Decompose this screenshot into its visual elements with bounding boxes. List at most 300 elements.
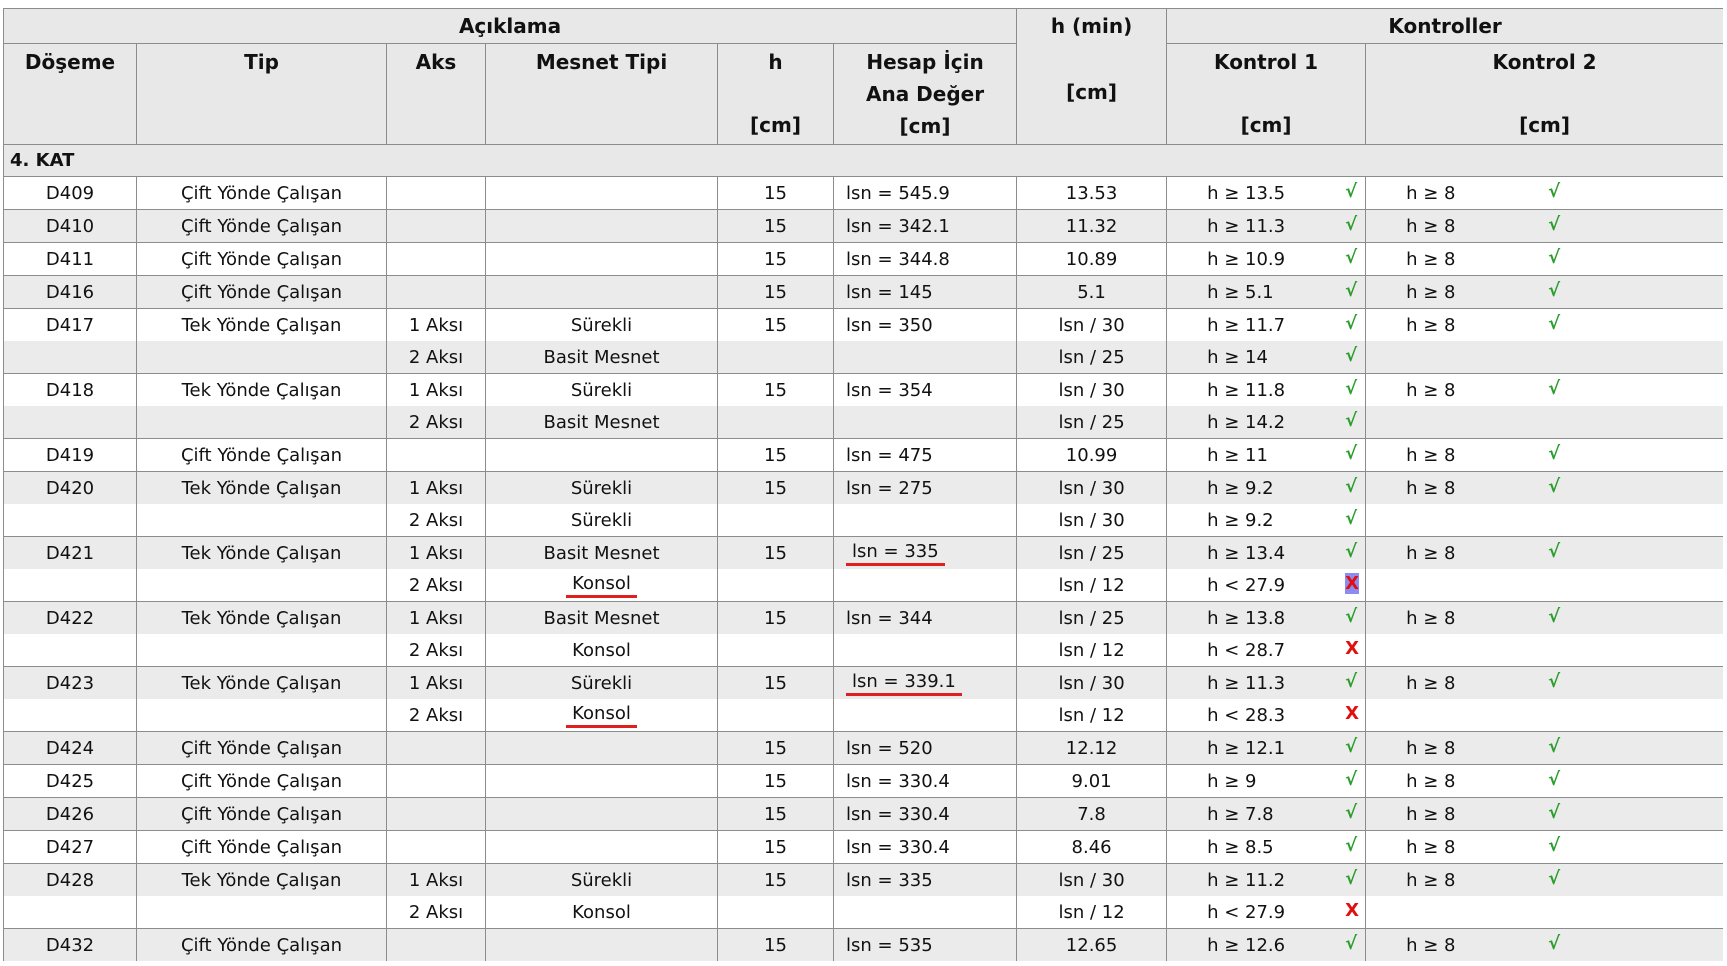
cell-aks <box>387 276 486 309</box>
aks-text: 2 Aksı <box>408 901 464 923</box>
cell-k2 <box>1366 504 1723 537</box>
cell-mesnet <box>486 864 718 897</box>
cell-doseme <box>4 504 137 537</box>
header-doseme <box>4 44 137 145</box>
header-doseme-label: Döşeme <box>24 50 116 74</box>
tip-text: Çift Yönde Çalışan <box>180 737 343 759</box>
cell-tip <box>137 732 387 765</box>
cell-hmin <box>1017 309 1167 342</box>
check-icon: √ <box>1548 933 1561 954</box>
cell-lsn <box>834 243 1017 276</box>
table-row <box>4 504 1724 537</box>
h-text: 15 <box>764 281 787 303</box>
cell-lsn <box>834 537 1017 570</box>
lsn-text: lsn = 535 <box>846 934 933 956</box>
header-kontrol1-unit: [cm] <box>1240 113 1292 137</box>
k2-text: h ≥ 8 <box>1406 444 1456 466</box>
cell-mesnet <box>486 210 718 243</box>
cell-h <box>718 929 834 962</box>
cell-lsn <box>834 309 1017 342</box>
table-row <box>4 276 1724 309</box>
k1-text: h ≥ 9.2 <box>1207 509 1274 531</box>
hmin-text: lsn / 30 <box>1058 314 1125 336</box>
cell-mesnet <box>486 602 718 635</box>
table-row <box>4 472 1724 505</box>
cell-lsn <box>834 569 1017 602</box>
h-text: 15 <box>764 836 787 858</box>
doseme-text: D417 <box>45 314 95 336</box>
lsn-text: lsn = 354 <box>846 379 933 401</box>
k1-text: h < 28.3 <box>1207 704 1286 726</box>
lsn-text: lsn = 275 <box>846 477 933 499</box>
cell-doseme <box>4 864 137 897</box>
k1-text: h ≥ 13.4 <box>1207 542 1286 564</box>
cell-hmin <box>1017 602 1167 635</box>
lsn-text: lsn = 344 <box>846 607 933 629</box>
hmin-text: lsn / 25 <box>1058 542 1125 564</box>
cell-k2 <box>1366 667 1723 700</box>
header-aks-label: Aks <box>415 50 457 74</box>
check-icon: √ <box>1548 378 1561 399</box>
cell-aks <box>387 896 486 929</box>
cell-k2 <box>1366 472 1723 505</box>
check-icon: √ <box>1345 247 1358 268</box>
cell-tip <box>137 406 387 439</box>
hmin-text: lsn / 30 <box>1058 672 1125 694</box>
header-h-label: h <box>768 50 783 74</box>
cell-k1 <box>1167 831 1366 864</box>
mesnet-text: Sürekli <box>570 869 633 891</box>
tip-text: Çift Yönde Çalışan <box>180 248 343 270</box>
cross-icon: X <box>1345 638 1359 659</box>
hmin-text: lsn / 30 <box>1058 509 1125 531</box>
cell-h <box>718 765 834 798</box>
cell-h <box>718 602 834 635</box>
k1-text: h ≥ 12.6 <box>1207 934 1286 956</box>
cell-lsn <box>834 798 1017 831</box>
h-text: 15 <box>764 215 787 237</box>
lsn-text: lsn = 520 <box>846 737 933 759</box>
cell-k1 <box>1167 537 1366 570</box>
column-header-row <box>4 44 1724 145</box>
check-icon: √ <box>1345 671 1358 692</box>
tip-text: Çift Yönde Çalışan <box>180 770 343 792</box>
cell-k2 <box>1366 537 1723 570</box>
header-aks <box>387 44 486 145</box>
doseme-text: D423 <box>45 672 95 694</box>
table-row <box>4 699 1724 732</box>
cell-tip <box>137 210 387 243</box>
hmin-text: 7.8 <box>1077 803 1106 825</box>
k1-text: h ≥ 11.8 <box>1207 379 1286 401</box>
mesnet-text: Basit Mesnet <box>543 411 660 433</box>
cell-h <box>718 406 834 439</box>
mesnet-text: Basit Mesnet <box>543 542 660 564</box>
cell-lsn <box>834 276 1017 309</box>
k2-text: h ≥ 8 <box>1406 607 1456 629</box>
cell-h <box>718 537 834 570</box>
tip-text: Çift Yönde Çalışan <box>180 281 343 303</box>
k2-text: h ≥ 8 <box>1406 314 1456 336</box>
section-title: 4. KAT <box>4 145 1724 177</box>
cell-hmin <box>1017 276 1167 309</box>
cell-doseme <box>4 243 137 276</box>
cell-k2 <box>1366 732 1723 765</box>
cell-mesnet <box>486 732 718 765</box>
cell-aks <box>387 537 486 570</box>
hmin-text: 10.89 <box>1065 248 1118 270</box>
aks-text: 1 Aksı <box>408 314 464 336</box>
cell-h <box>718 341 834 374</box>
cell-mesnet <box>486 374 718 407</box>
cell-doseme <box>4 406 137 439</box>
doseme-text: D427 <box>45 836 95 858</box>
cell-mesnet <box>486 798 718 831</box>
cell-tip <box>137 276 387 309</box>
tip-text: Çift Yönde Çalışan <box>180 182 343 204</box>
check-icon: √ <box>1345 541 1358 562</box>
check-icon: √ <box>1345 769 1358 790</box>
hmin-text: lsn / 12 <box>1058 704 1125 726</box>
cell-tip <box>137 177 387 210</box>
k1-text: h ≥ 11.2 <box>1207 869 1286 891</box>
cell-aks <box>387 243 486 276</box>
table-row <box>4 831 1724 864</box>
cell-hmin <box>1017 896 1167 929</box>
header-kontrol2-label: Kontrol 2 <box>1492 50 1597 74</box>
cell-aks <box>387 699 486 732</box>
cell-lsn <box>834 472 1017 505</box>
cell-doseme <box>4 896 137 929</box>
cell-lsn <box>834 667 1017 700</box>
table-row <box>4 177 1724 210</box>
lsn-text: lsn = 335 <box>846 869 933 891</box>
k1-text: h ≥ 13.5 <box>1207 182 1286 204</box>
check-icon: √ <box>1548 868 1561 889</box>
header-hesap-line1: Hesap İçin <box>866 50 984 74</box>
doseme-text: D410 <box>45 215 95 237</box>
cell-h <box>718 276 834 309</box>
h-text: 15 <box>764 672 787 694</box>
doseme-text: D419 <box>45 444 95 466</box>
check-icon: √ <box>1345 476 1358 497</box>
cell-k2 <box>1366 798 1723 831</box>
aks-text: 1 Aksı <box>408 607 464 629</box>
cell-k1 <box>1167 929 1366 962</box>
check-icon: √ <box>1548 769 1561 790</box>
cell-h <box>718 569 834 602</box>
check-icon: √ <box>1345 378 1358 399</box>
table-row <box>4 765 1724 798</box>
cell-mesnet <box>486 896 718 929</box>
cell-k2 <box>1366 243 1723 276</box>
table-row <box>4 864 1724 897</box>
hmin-text: 10.99 <box>1065 444 1118 466</box>
k2-text: h ≥ 8 <box>1406 737 1456 759</box>
header-kontrol1-label: Kontrol 1 <box>1214 50 1319 74</box>
cell-mesnet <box>486 667 718 700</box>
cell-tip <box>137 439 387 472</box>
cell-aks <box>387 634 486 667</box>
check-icon: √ <box>1345 443 1358 464</box>
cell-k1 <box>1167 896 1366 929</box>
k1-text: h ≥ 11.3 <box>1207 672 1286 694</box>
doseme-text: D409 <box>45 182 95 204</box>
cell-doseme <box>4 634 137 667</box>
header-hmin-unit: [cm] <box>1066 80 1118 104</box>
h-text: 15 <box>764 607 787 629</box>
cell-hmin <box>1017 341 1167 374</box>
check-icon: √ <box>1548 835 1561 856</box>
cell-aks <box>387 177 486 210</box>
cell-k2 <box>1366 374 1723 407</box>
aks-text: 1 Aksı <box>408 477 464 499</box>
cell-doseme <box>4 210 137 243</box>
cell-k2 <box>1366 406 1723 439</box>
cell-doseme <box>4 472 137 505</box>
table-row <box>4 602 1724 635</box>
table-row <box>4 732 1724 765</box>
cell-k2 <box>1366 177 1723 210</box>
cell-k1 <box>1167 341 1366 374</box>
tip-text: Tek Yönde Çalışan <box>181 314 342 336</box>
k1-text: h ≥ 14.2 <box>1207 411 1286 433</box>
cell-hmin <box>1017 732 1167 765</box>
cell-hmin <box>1017 798 1167 831</box>
slab-check-report <box>3 8 1723 966</box>
check-icon: √ <box>1548 476 1561 497</box>
cell-k2 <box>1366 602 1723 635</box>
k2-text: h ≥ 8 <box>1406 672 1456 694</box>
cell-k2 <box>1366 634 1723 667</box>
tip-text: Tek Yönde Çalışan <box>181 542 342 564</box>
k2-text: h ≥ 8 <box>1406 248 1456 270</box>
check-icon: √ <box>1345 214 1358 235</box>
cell-hmin <box>1017 439 1167 472</box>
table-row <box>4 667 1724 700</box>
doseme-text: D424 <box>45 737 95 759</box>
k1-text: h ≥ 11.7 <box>1207 314 1286 336</box>
cell-k1 <box>1167 309 1366 342</box>
cell-k1 <box>1167 374 1366 407</box>
cell-aks <box>387 439 486 472</box>
cell-hmin <box>1017 667 1167 700</box>
cell-tip <box>137 472 387 505</box>
tip-text: Çift Yönde Çalışan <box>180 836 343 858</box>
cell-hmin <box>1017 831 1167 864</box>
cell-h <box>718 504 834 537</box>
check-icon: √ <box>1548 802 1561 823</box>
cross-icon: X <box>1345 573 1359 594</box>
cell-k1 <box>1167 210 1366 243</box>
check-icon: √ <box>1345 181 1358 202</box>
cell-mesnet <box>486 341 718 374</box>
cell-aks <box>387 472 486 505</box>
k2-text: h ≥ 8 <box>1406 542 1456 564</box>
cell-aks <box>387 406 486 439</box>
mesnet-text: Sürekli <box>570 314 633 336</box>
cell-aks <box>387 374 486 407</box>
cell-k1 <box>1167 602 1366 635</box>
aks-text: 1 Aksı <box>408 379 464 401</box>
tip-text: Çift Yönde Çalışan <box>180 215 343 237</box>
cell-lsn <box>834 504 1017 537</box>
cell-h <box>718 699 834 732</box>
check-icon: √ <box>1345 313 1358 334</box>
lsn-text: lsn = 330.4 <box>846 770 950 792</box>
cell-doseme <box>4 699 137 732</box>
header-hesap-line2: Ana Değer <box>865 82 985 106</box>
cell-lsn <box>834 341 1017 374</box>
cell-mesnet <box>486 177 718 210</box>
tip-text: Tek Yönde Çalışan <box>181 379 342 401</box>
h-text: 15 <box>764 379 787 401</box>
header-hesap <box>834 44 1017 145</box>
cell-h <box>718 732 834 765</box>
check-icon: √ <box>1345 802 1358 823</box>
hmin-text: lsn / 25 <box>1058 346 1125 368</box>
cell-tip <box>137 864 387 897</box>
header-hmin-label: h (min) <box>1050 14 1133 38</box>
cell-doseme <box>4 341 137 374</box>
table-row <box>4 896 1724 929</box>
aks-text: 2 Aksı <box>408 346 464 368</box>
cell-doseme <box>4 732 137 765</box>
cell-mesnet <box>486 406 718 439</box>
cell-tip <box>137 929 387 962</box>
cell-h <box>718 177 834 210</box>
doseme-text: D428 <box>45 869 95 891</box>
doseme-text: D422 <box>45 607 95 629</box>
cell-doseme <box>4 798 137 831</box>
cell-doseme <box>4 177 137 210</box>
cell-k2 <box>1366 831 1723 864</box>
cell-hmin <box>1017 177 1167 210</box>
doseme-text: D432 <box>45 934 95 956</box>
cell-k2 <box>1366 309 1723 342</box>
hmin-text: 8.46 <box>1071 836 1112 858</box>
cell-tip <box>137 537 387 570</box>
k2-text: h ≥ 8 <box>1406 934 1456 956</box>
check-icon: √ <box>1345 868 1358 889</box>
cell-k1 <box>1167 765 1366 798</box>
k2-text: h ≥ 8 <box>1406 182 1456 204</box>
header-kontrol2-unit: [cm] <box>1519 113 1571 137</box>
aks-text: 2 Aksı <box>408 704 464 726</box>
hmin-text: lsn / 30 <box>1058 477 1125 499</box>
cell-tip <box>137 798 387 831</box>
aks-text: 1 Aksı <box>408 869 464 891</box>
hmin-text: lsn / 25 <box>1058 607 1125 629</box>
cell-aks <box>387 798 486 831</box>
mesnet-text: Sürekli <box>570 672 633 694</box>
cell-tip <box>137 374 387 407</box>
k2-text: h ≥ 8 <box>1406 869 1456 891</box>
cell-hmin <box>1017 864 1167 897</box>
cell-tip <box>137 831 387 864</box>
cell-h <box>718 243 834 276</box>
k1-text: h ≥ 11.3 <box>1207 215 1286 237</box>
cell-k2 <box>1366 276 1723 309</box>
cell-mesnet <box>486 472 718 505</box>
cell-aks <box>387 732 486 765</box>
h-text: 15 <box>764 934 787 956</box>
cell-k1 <box>1167 243 1366 276</box>
cell-k1 <box>1167 177 1366 210</box>
k2-text: h ≥ 8 <box>1406 215 1456 237</box>
cell-tip <box>137 667 387 700</box>
table-row <box>4 537 1724 570</box>
cell-h <box>718 798 834 831</box>
cell-aks <box>387 210 486 243</box>
cell-aks <box>387 765 486 798</box>
aks-text: 2 Aksı <box>408 509 464 531</box>
cell-aks <box>387 667 486 700</box>
check-icon: √ <box>1548 280 1561 301</box>
lsn-text: lsn = 342.1 <box>846 215 950 237</box>
cell-k1 <box>1167 864 1366 897</box>
hmin-text: 9.01 <box>1071 770 1112 792</box>
cell-lsn <box>834 929 1017 962</box>
k1-text: h ≥ 13.8 <box>1207 607 1286 629</box>
cell-mesnet <box>486 929 718 962</box>
cell-k2 <box>1366 439 1723 472</box>
doseme-text: D421 <box>45 542 95 564</box>
cell-aks <box>387 864 486 897</box>
lsn-text: lsn = 545.9 <box>846 182 950 204</box>
cell-k1 <box>1167 406 1366 439</box>
header-kontroller: Kontroller <box>1167 9 1723 44</box>
mesnet-text-underlined: Konsol <box>566 573 637 598</box>
hmin-text: lsn / 30 <box>1058 869 1125 891</box>
cell-k2 <box>1366 896 1723 929</box>
cell-k1 <box>1167 472 1366 505</box>
tip-text: Tek Yönde Çalışan <box>181 607 342 629</box>
check-icon: √ <box>1548 443 1561 464</box>
k1-text: h ≥ 14 <box>1207 346 1268 368</box>
cell-h <box>718 472 834 505</box>
cell-hmin <box>1017 406 1167 439</box>
cell-tip <box>137 765 387 798</box>
k2-text: h ≥ 8 <box>1406 281 1456 303</box>
header-h-unit: [cm] <box>750 113 801 137</box>
mesnet-text: Sürekli <box>570 379 633 401</box>
h-text: 15 <box>764 248 787 270</box>
aks-text: 2 Aksı <box>408 411 464 433</box>
hmin-text: lsn / 12 <box>1058 639 1125 661</box>
table-row <box>4 439 1724 472</box>
header-hesap-unit: [cm] <box>899 114 951 138</box>
cell-k2 <box>1366 699 1723 732</box>
table-row <box>4 210 1724 243</box>
cell-h <box>718 864 834 897</box>
hmin-text: lsn / 12 <box>1058 901 1125 923</box>
mesnet-text: Sürekli <box>570 509 633 531</box>
header-tip-label: Tip <box>244 50 279 74</box>
k1-text: h ≥ 8.5 <box>1207 836 1274 858</box>
cell-h <box>718 374 834 407</box>
check-icon: √ <box>1345 736 1358 757</box>
doseme-text: D426 <box>45 803 95 825</box>
mesnet-text: Konsol <box>572 639 631 661</box>
aks-text: 2 Aksı <box>408 574 464 596</box>
check-icon: √ <box>1548 671 1561 692</box>
aks-text: 1 Aksı <box>408 672 464 694</box>
cell-tip <box>137 634 387 667</box>
cell-h <box>718 309 834 342</box>
cell-aks <box>387 569 486 602</box>
cell-lsn <box>834 602 1017 635</box>
